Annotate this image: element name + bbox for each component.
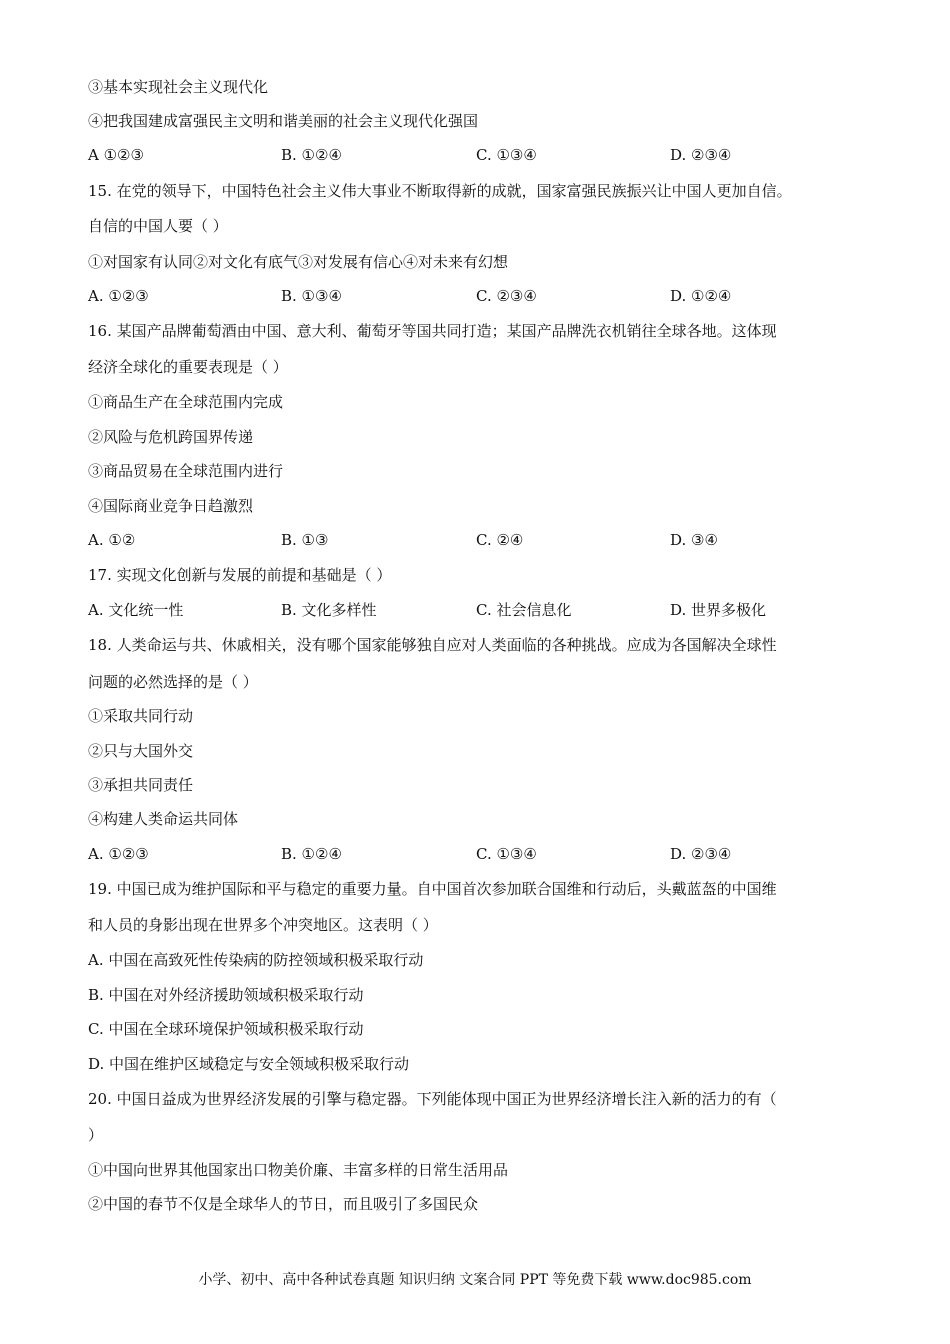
item-line: ③承担共同责任 (88, 776, 194, 794)
option-a: A. 中国在高致死性传染病的防控领域积极采取行动 (88, 951, 424, 969)
item-line: ①中国向世界其他国家出口物美价廉、丰富多样的日常生活用品 (88, 1161, 509, 1179)
item-line: ③基本实现社会主义现代化 (88, 78, 269, 96)
item-line: ②只与大国外交 (88, 742, 194, 760)
question-15-stem: 15. 在党的领导下，中国特色社会主义伟大事业不断取得新的成就，国家富强民族振兴让中国人更加自信。 (88, 182, 792, 200)
option-a: A ①②③ (88, 146, 144, 164)
item-line: ④构建人类命运共同体 (88, 810, 239, 828)
option-a: A. ①②③ (88, 845, 149, 863)
option-d: D. ②③④ (670, 845, 732, 863)
option-a: A. ①② (88, 531, 136, 549)
question-17-stem: 17. 实现文化创新与发展的前提和基础是（ ） (88, 566, 392, 584)
question-18-stem: 问题的必然选择的是（ ） (88, 673, 258, 691)
option-b: B. ①②④ (281, 845, 342, 863)
question-18-stem: 18. 人类命运与共、休戚相关，没有哪个国家能够独自应对人类面临的各种挑战。应成为各国解决全球性 (88, 636, 777, 654)
option-d: D. ②③④ (670, 146, 732, 164)
item-line: ①采取共同行动 (88, 707, 194, 725)
option-c: C. ①③④ (476, 146, 537, 164)
option-b: B. ①③ (281, 531, 329, 549)
option-d: D. 中国在维护区域稳定与安全领域积极采取行动 (88, 1055, 410, 1073)
item-line: ②中国的春节不仅是全球华人的节日，而且吸引了多国民众 (88, 1195, 479, 1213)
item-line: ②风险与危机跨国界传递 (88, 428, 254, 446)
option-a: A. ①②③ (88, 287, 149, 305)
question-19-stem: 和人员的身影出现在世界多个冲突地区。这表明（ ） (88, 916, 438, 934)
question-19-stem: 19. 中国已成为维护国际和平与稳定的重要力量。自中国首次参加联合国维和行动后，头戴蓝盔的中国维 (88, 880, 777, 898)
option-c: C. ①③④ (476, 845, 537, 863)
question-20-stem: 20. 中国日益成为世界经济发展的引擎与稳定器。下列能体现中国正为世界经济增长注入新的活力的有（ (88, 1090, 777, 1108)
page-footer: 小学、初中、高中各种试卷真题 知识归纳 文案合同 PPT 等免费下载 www.doc985.com (198, 1272, 752, 1288)
option-c: C. 中国在全球环境保护领域积极采取行动 (88, 1020, 364, 1038)
item-line: ③商品贸易在全球范围内进行 (88, 462, 284, 480)
item-line: ④国际商业竞争日趋激烈 (88, 497, 254, 515)
item-line: ④把我国建成富强民主文明和谐美丽的社会主义现代化强国 (88, 112, 479, 130)
option-b: B. ①③④ (281, 287, 342, 305)
question-16-stem: 经济全球化的重要表现是（ ） (88, 358, 288, 376)
option-b: B. 文化多样性 (281, 601, 377, 619)
question-16-stem: 16. 某国产品牌葡萄酒由中国、意大利、葡萄牙等国共同打造；某国产品牌洗衣机销往全球各地。这体现 (88, 322, 777, 340)
option-c: C. 社会信息化 (476, 601, 572, 619)
item-line: ①对国家有认同②对文化有底气③对发展有信心④对未来有幻想 (88, 253, 509, 271)
option-a: A. 文化统一性 (88, 601, 184, 619)
option-c: C. ②④ (476, 531, 524, 549)
option-b: B. 中国在对外经济援助领域积极采取行动 (88, 986, 364, 1004)
question-15-stem: 自信的中国人要（ ） (88, 217, 228, 235)
option-b: B. ①②④ (281, 146, 342, 164)
question-20-stem: ） (88, 1126, 104, 1144)
option-d: D. 世界多极化 (670, 601, 767, 619)
option-d: D. ③④ (670, 531, 718, 549)
option-d: D. ①②④ (670, 287, 732, 305)
item-line: ①商品生产在全球范围内完成 (88, 393, 284, 411)
option-c: C. ②③④ (476, 287, 537, 305)
